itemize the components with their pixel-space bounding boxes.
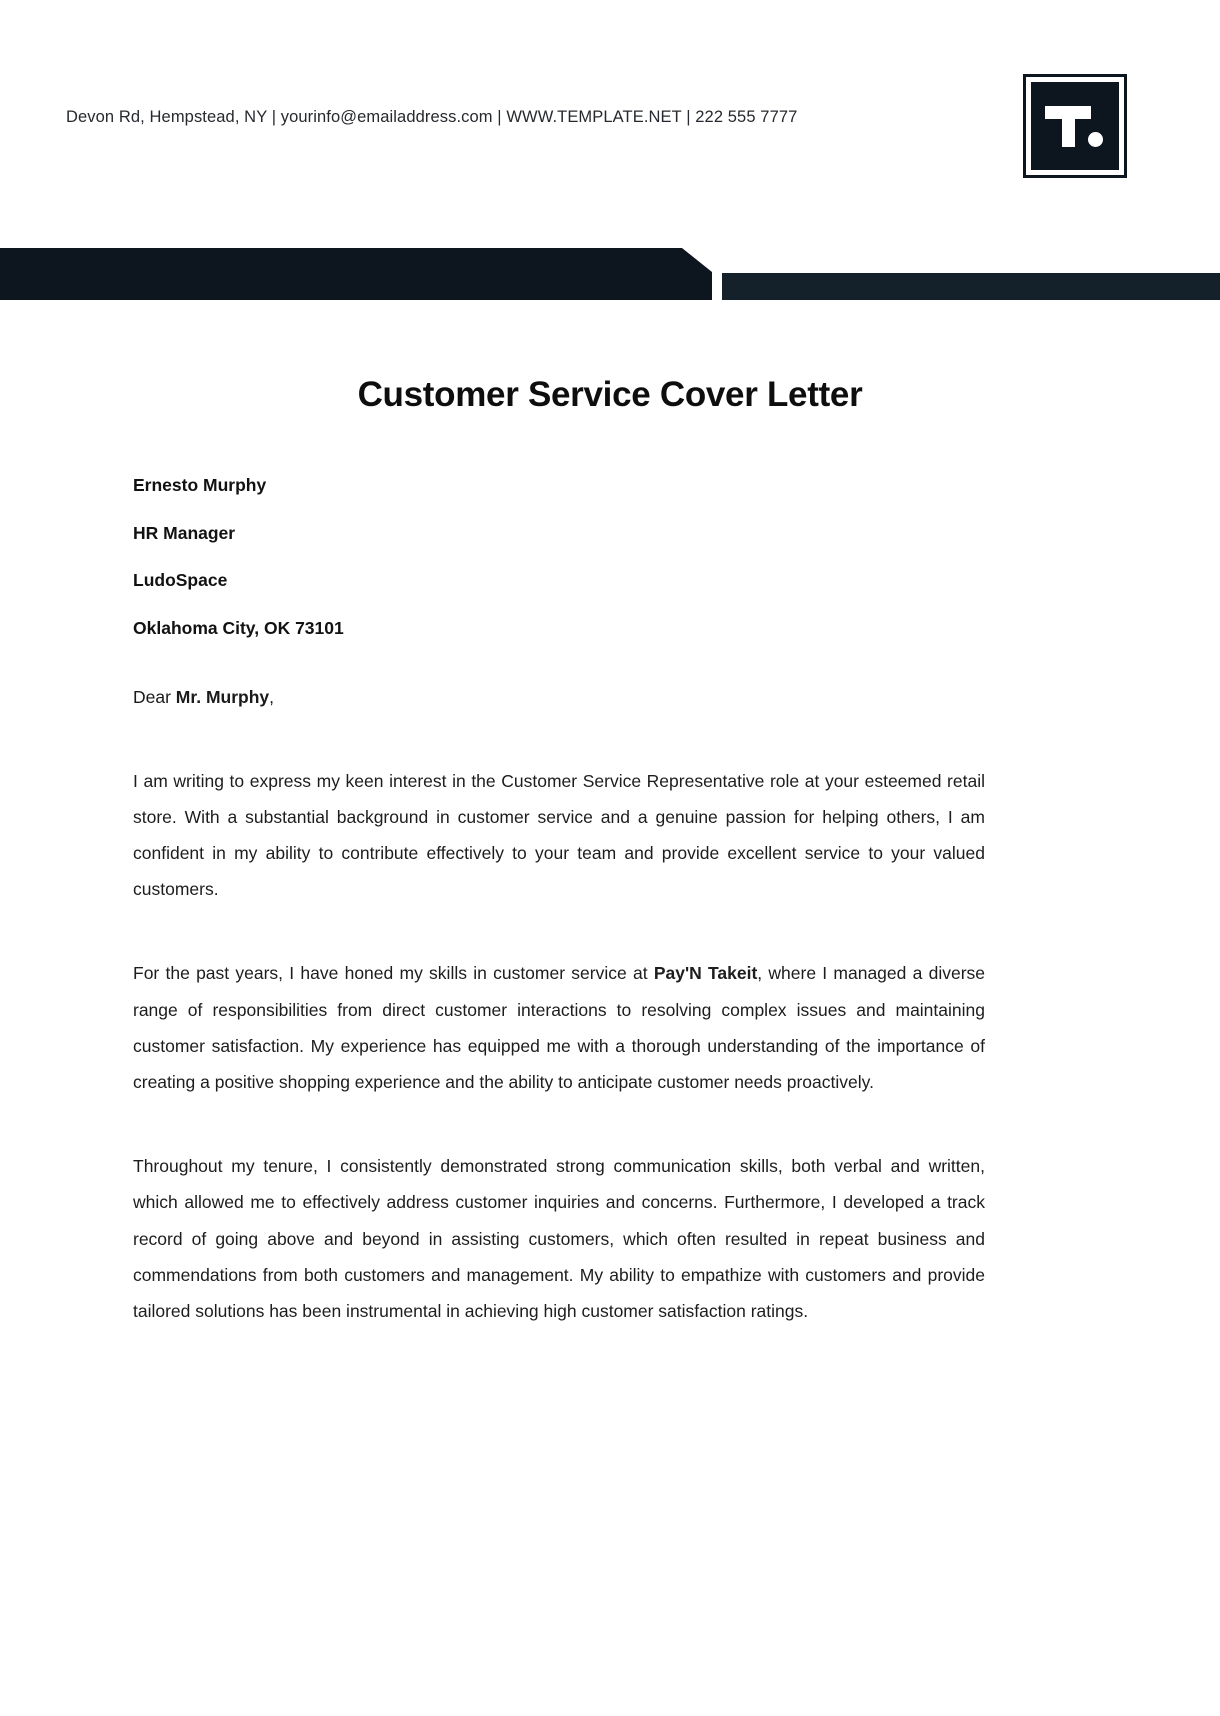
recipient-name: Ernesto Murphy — [133, 475, 267, 495]
contact-info-line: Devon Rd, Hempstead, NY | yourinfo@emailaddress.com | WWW.TEMPLATE.NET | 222 555 7777 — [66, 108, 798, 126]
logo-square-icon — [1031, 82, 1119, 170]
recipient-address: Oklahoma City, OK 73101 — [133, 617, 344, 638]
body-paragraph-3: Throughout my tenure, I consistently demonstrated strong communication skills, both verbal and written, which allowed me to effectively address customer inquiries and concerns. Furthermore, I developed a track record of going above and beyond in assisting customers, which often resulted in repeat business and commendations from both customers and management. My ability to empathize with customers and provide tailored solutions has been instrumental in achieving high customer satisfaction ratings. — [133, 1156, 985, 1321]
recipient-company: LudoSpace — [133, 570, 228, 590]
body-paragraph-2-text-start: For the past years, I have honed my skills in customer service at — [133, 963, 654, 984]
body-paragraph-2 — [133, 955, 985, 1100]
body-paragraph-2-employer: Pay'N Takeit — [653, 963, 758, 984]
template-logo — [1023, 74, 1127, 178]
logo-dot-icon — [1088, 132, 1103, 147]
banner-right-shape — [722, 273, 1220, 300]
body-paragraph-2-text-end: , where I managed a diverse range of responsibilities from direct customer interactions to resolving complex issues and maintaining customer satisfaction. My experience has equipped me with a thorough understanding of the importance of creating a positive shopping experience and the ability to anticipate customer needs proactively. — [133, 963, 986, 1092]
logo-letter-t-stem-icon — [1062, 106, 1075, 147]
document-header — [0, 0, 1220, 215]
recipient-job-title: HR Manager — [133, 522, 236, 543]
header-banner-graphic — [0, 240, 1220, 300]
salutation-prefix: Dear — [133, 687, 176, 707]
salutation-suffix: , — [269, 687, 275, 707]
page-title: Customer Service Cover Letter — [357, 375, 863, 414]
banner-left-shape — [0, 248, 712, 300]
letter-body — [0, 300, 1220, 1347]
letter-content — [0, 477, 1220, 1329]
recipient-block — [133, 477, 985, 637]
body-paragraph-1: I am writing to express my keen interest in the Customer Service Representative role at your esteemed retail store. With a substantial background in customer service and a genuine passion for helping others, I am confident in my ability to contribute effectively to your team and provide excellent service to your valued customers. — [133, 770, 985, 900]
salutation-line — [133, 689, 985, 707]
salutation-name: Mr. Murphy — [175, 687, 270, 707]
